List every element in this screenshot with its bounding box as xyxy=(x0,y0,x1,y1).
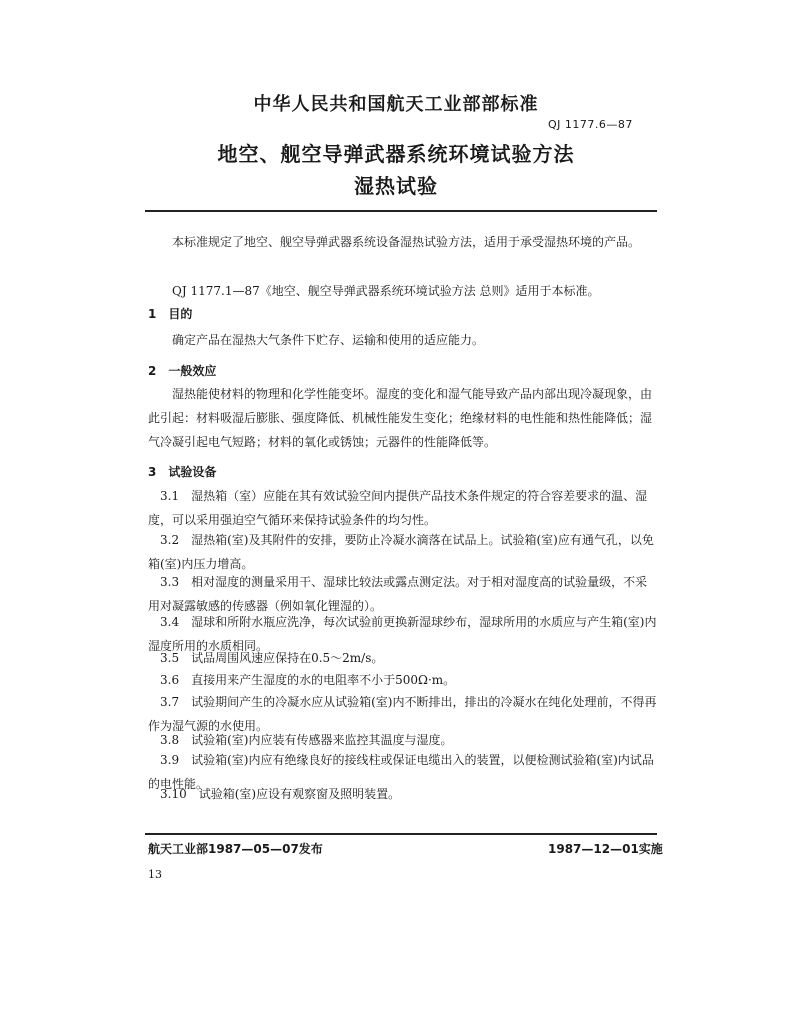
clause-3-4: 3.4 湿球和所附水瓶应洗净，每次试验前更换新湿球纱布，湿球所用的水质应与产生箱(室)内湿度所用的水质相同。 xyxy=(148,615,657,653)
document-subtitle: 湿热试验 xyxy=(354,174,438,198)
document-title: 地空、舰空导弹武器系统环境试验方法 xyxy=(217,142,575,166)
issuing-organization: 中华人民共和国航天工业部部标准 xyxy=(253,94,539,115)
clause-3-8: 3.8 试验箱(室)内应装有传感器来监控其温度与湿度。 xyxy=(160,733,453,747)
section-2-heading: 2 一般效应 xyxy=(148,364,217,378)
clause-3-5: 3.5 试品周围风速应保持在0.5～2m/s。 xyxy=(160,651,384,665)
standard-number: QJ 1177.6—87 xyxy=(548,118,633,131)
intro-paragraph-scope: 本标准规定了地空、舰空导弹武器系统设备湿热试验方法，适用于承受湿热环境的产品。 xyxy=(172,235,641,249)
clause-3-7: 3.7 试验期间产生的冷凝水应从试验箱(室)内不断排出，排出的冷凝水在纯化处理前，不得再作为湿气源的水使用。 xyxy=(148,695,657,733)
clause-3-6: 3.6 直接用来产生湿度的水的电阻率不小于500Ω·m。 xyxy=(160,673,456,687)
clause-3-10: 3.10 试验箱(室)应设有观察窗及照明装置。 xyxy=(160,787,401,801)
clause-3-9: 3.9 试验箱(室)内应有绝缘良好的接线柱或保证电缆出入的装置，以便检测试验箱(室)内试品的电性能。 xyxy=(148,753,654,791)
header-rule xyxy=(145,210,657,212)
page-number: 13 xyxy=(148,868,162,881)
section-1-heading: 1 目的 xyxy=(148,307,193,321)
footer-rule xyxy=(145,833,657,835)
effective-date: 1987—12—01实施 xyxy=(548,842,663,856)
clause-3-1: 3.1 湿热箱（室）应能在其有效试验空间内提供产品技术条件规定的符合容差要求的温、湿度，可以采用强迫空气循环来保持试验条件的均匀性。 xyxy=(148,489,648,527)
clause-3-2: 3.2 湿热箱(室)及其附件的安排，要防止冷凝水滴落在试品上。试验箱(室)应有通气孔，以免箱(室)内压力增高。 xyxy=(148,533,654,571)
intro-paragraph-reference: QJ 1177.1—87《地空、舰空导弹武器系统环境试验方法 总则》适用于本标准。 xyxy=(172,284,600,298)
section-2-text: 湿热能使材料的物理和化学性能变坏。湿度的变化和湿气能导致产品内部出现冷凝现象，由此引起：材料吸湿后膨胀、强度降低、机械性能发生变化；绝缘材料的电性能和热性能降低；湿气冷凝引起电气短路；材料的氧化或锈蚀；元器件的性能降低等。 xyxy=(148,387,653,449)
section-1-text: 确定产品在湿热大气条件下贮存、运输和使用的适应能力。 xyxy=(172,333,485,347)
clause-3-3: 3.3 相对湿度的测量采用干、湿球比较法或露点测定法。对于相对湿度高的试验量级，不采用对凝露敏感的传感器（例如氧化锂湿的）。 xyxy=(148,575,648,613)
section-3-heading: 3 试验设备 xyxy=(148,465,217,479)
issue-date: 航天工业部1987—05—07发布 xyxy=(148,842,323,856)
